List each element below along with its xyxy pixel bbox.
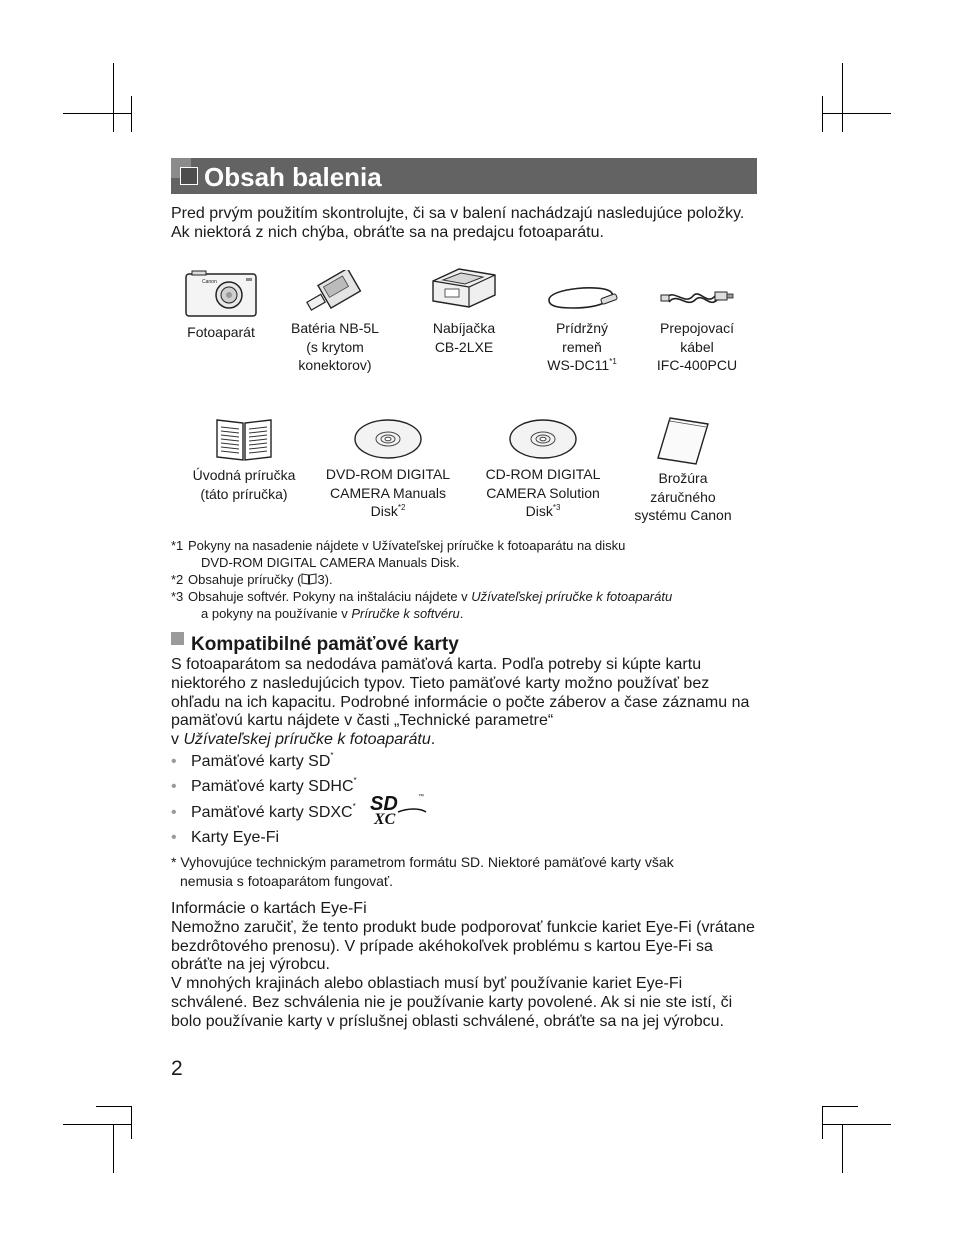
notes bbox=[171, 537, 771, 622]
charger-icon bbox=[427, 265, 501, 311]
card-footnote: * Vyhovujúce technickým parametrom formátu SD. Niektoré pamäťové karty však nemusia s fotoaparátom fungovať. bbox=[171, 854, 674, 889]
sdxc-logo-icon bbox=[368, 790, 430, 826]
crop-mark bbox=[822, 113, 891, 114]
crop-mark bbox=[822, 1124, 891, 1125]
item-label: DVD-ROM DIGITAL CAMERA Manuals Disk$^{*2}$ bbox=[325, 466, 451, 519]
note-2: *2 Obsahuje príručky ( 3). bbox=[171, 572, 333, 587]
crop-mark bbox=[822, 1106, 858, 1107]
title-bar bbox=[171, 158, 757, 194]
crop-mark bbox=[822, 1106, 823, 1139]
crop-mark bbox=[842, 1124, 843, 1173]
page-title: Obsah balenia bbox=[204, 162, 382, 192]
crop-mark bbox=[842, 63, 843, 132]
list-item: • Pamäťové karty SDHC* bbox=[171, 776, 357, 795]
bullet-dot: • bbox=[171, 778, 177, 795]
item-label: Úvodná príručka (táto príručka) bbox=[192, 467, 296, 502]
svg-text:SD: SD bbox=[370, 793, 398, 815]
heading-marker bbox=[171, 632, 184, 645]
crop-mark bbox=[63, 1124, 132, 1125]
item-label: Prepojovací kábel IFC-400PCU bbox=[656, 320, 738, 373]
item-label: Brožúra záručného systému Canon bbox=[634, 470, 732, 523]
eyefi-paragraph: Nemožno zaručiť, že tento produkt bude podporovať funkcie kariet Eye-Fi (vrátane bezdrôtového prenosu). V prípade akéhokoľvek problému s kartou Eye-Fi sa obráťte na jej výrobcu. bbox=[171, 918, 755, 974]
intro-line: Pred prvým použitím skontrolujte, či sa v balení nachádzajú nasledujúce položky. bbox=[171, 205, 745, 222]
bullet-dot: • bbox=[171, 829, 177, 846]
item-brochure bbox=[624, 416, 742, 525]
crop-mark bbox=[131, 1106, 132, 1139]
book-ref-icon bbox=[301, 573, 317, 585]
list-item: • Karty Eye-Fi bbox=[171, 829, 280, 846]
item-label: Nabíjačka CB-2LXE bbox=[432, 320, 496, 355]
crop-mark bbox=[96, 1106, 132, 1107]
camera-icon bbox=[184, 270, 258, 320]
item-cable bbox=[645, 282, 749, 375]
crop-mark bbox=[63, 113, 132, 114]
crop-mark bbox=[822, 96, 823, 132]
list-item: • Pamäťové karty SD* bbox=[171, 751, 334, 770]
item-camera bbox=[175, 270, 267, 342]
item-label: Batéria NB-5L (s krytom konektorov) bbox=[291, 320, 379, 373]
item-dvd bbox=[318, 418, 458, 521]
cable-icon bbox=[659, 282, 735, 312]
item-cd bbox=[473, 418, 613, 521]
battery-icon bbox=[302, 270, 368, 316]
item-strap bbox=[530, 282, 634, 375]
eyefi-section bbox=[171, 900, 761, 1032]
note-1: *1 Pokyny na nasadenie nájdete v Užívateľskej príručke k fotoaparátu na disku DVD-ROM DIGITAL CAMERA Manuals Disk. bbox=[171, 538, 626, 570]
title-marker bbox=[180, 167, 198, 185]
item-label: CD-ROM DIGITAL CAMERA Solution Disk$^{*3}$ bbox=[485, 466, 601, 519]
book-icon bbox=[214, 416, 274, 462]
item-label: Fotoaparát bbox=[187, 324, 255, 340]
section-paragraph: S fotoaparátom sa nedodáva pamäťová karta. Podľa potreby si kúpte kartu niektorého z nasledujúcich typov. Tieto pamäťové karty možno používať bez ohľadu na ich kapacitu. Podrobné informácie o počte záberov a čase záznamu na pamäťovú kartu nájdete v časti „Technické parametre“ v Užívateľskej príručke k fotoaparátu. bbox=[171, 656, 750, 749]
item-label: Prídržný remeň WS-DC11$^{*1}$ bbox=[547, 320, 617, 373]
svg-text:™: ™ bbox=[418, 794, 424, 800]
crop-mark bbox=[113, 63, 114, 132]
intro-line: Ak niektorá z nich chýba, obráťte sa na predajcu fotoaparátu. bbox=[171, 223, 604, 241]
section-heading: Kompatibilné pamäťové karty bbox=[171, 632, 459, 658]
bullet-dot: • bbox=[171, 753, 177, 770]
cd-icon bbox=[508, 418, 578, 460]
page-number: 2 bbox=[171, 1057, 183, 1080]
svg-text:XC: XC bbox=[374, 811, 396, 826]
brochure-icon bbox=[656, 416, 710, 466]
item-charger bbox=[412, 265, 516, 356]
eyefi-heading: Informácie o kartách Eye-Fi bbox=[171, 900, 367, 917]
strap-icon bbox=[543, 282, 621, 312]
note-3: *3 Obsahuje softvér. Pokyny na inštaláciu nájdete v Užívateľskej príručke k fotoaparátu a pokyny na používanie v Príručke k softvéru. bbox=[171, 589, 673, 621]
dvd-icon bbox=[353, 418, 423, 460]
intro-text bbox=[171, 205, 761, 242]
crop-mark bbox=[113, 1124, 114, 1173]
camera-brand: Canon bbox=[202, 279, 217, 285]
bullet-dot: • bbox=[171, 804, 177, 821]
crop-mark bbox=[131, 96, 132, 132]
item-guide bbox=[180, 416, 308, 503]
eyefi-paragraph: V mnohých krajinách alebo oblastiach musí byť používanie kariet Eye-Fi schválené. Bez schválenia nie je používanie karty povolené. Ak si nie ste istí, či bolo používanie karty v príslušnej oblasti schválené, obráťte sa na jej výrobcu. bbox=[171, 975, 733, 1030]
item-battery bbox=[279, 270, 391, 375]
list-item: • Pamäťové karty SDXC* bbox=[171, 802, 356, 821]
